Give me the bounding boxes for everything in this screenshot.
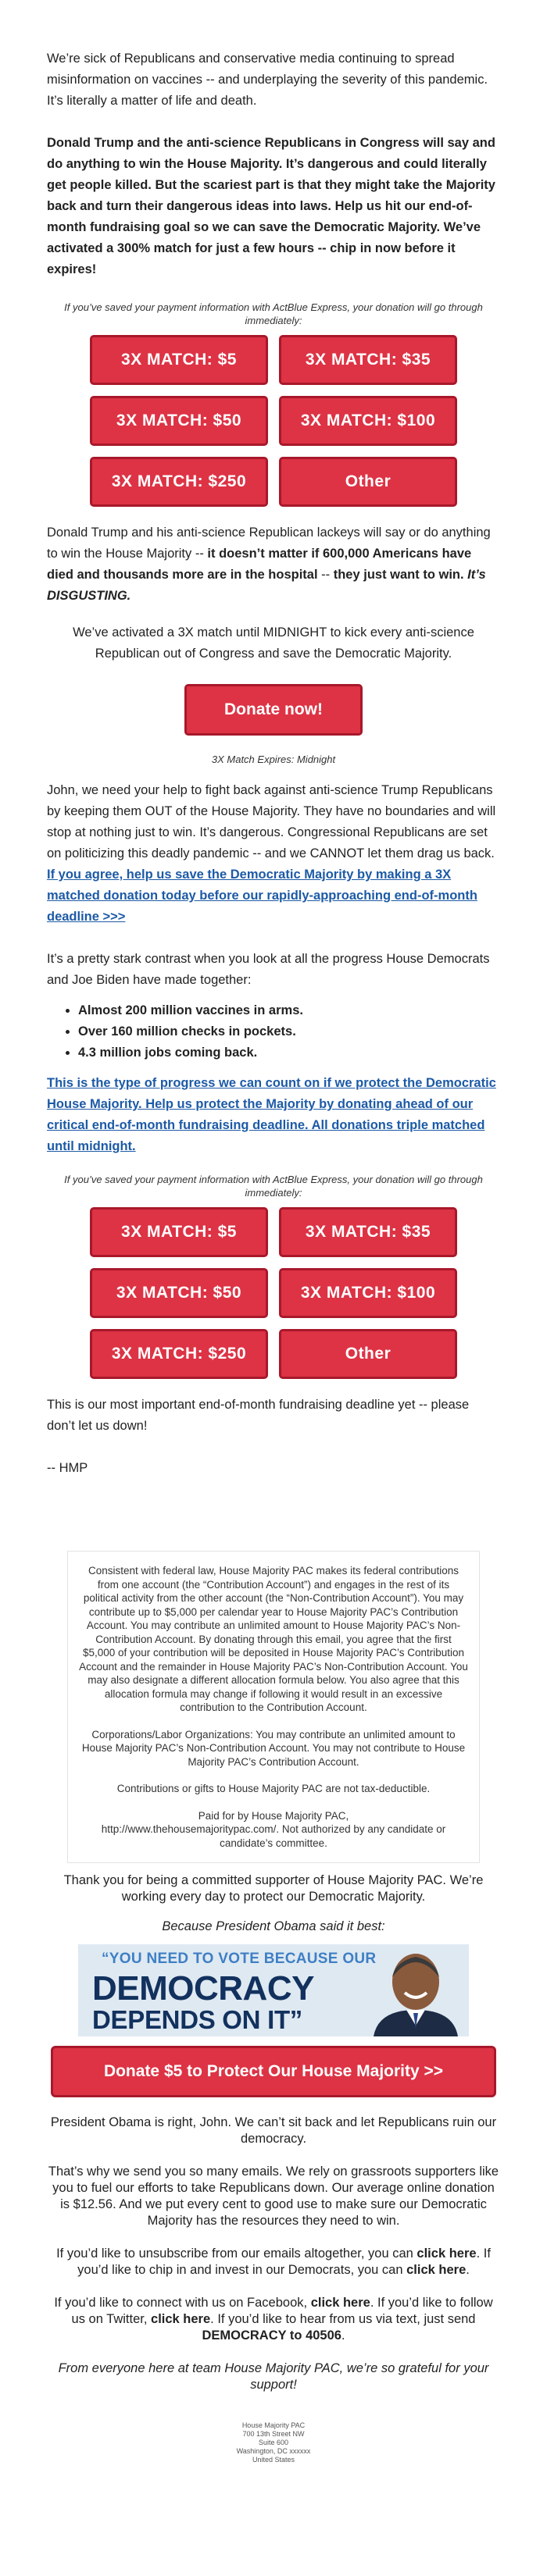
invest-link[interactable]: click here xyxy=(406,2263,467,2277)
footer-text xyxy=(47,2115,500,2393)
p3-bold-italic: It’s DISGUSTING. xyxy=(47,568,486,603)
progress-list xyxy=(47,1000,500,1064)
body-paragraph-8: This is our most important end-of-month fundraising deadline yet -- please don’t let us down! xyxy=(47,1398,470,1433)
banner-quote-line-1: “YOU NEED TO VOTE BECAUSE OUR xyxy=(102,1951,377,1967)
donate-other-button[interactable]: Other xyxy=(279,457,457,507)
p5-text: John, we need your help to fight back against anti-science Trump Republicans by keeping them OUT of the House Majority. They have no boundaries and will stop at nothing just to win. It’s dangerous. Congressional Republicans are set on politicizing this deadly pandemic -- and we CANNOT let them drag us back. xyxy=(47,783,496,860)
p3-dash: -- xyxy=(317,568,334,582)
footer-paragraph-1: President Obama is right, John. We can’t sit back and let Republicans ruin our democracy. xyxy=(50,2115,497,2146)
donation-button-grid xyxy=(47,335,500,507)
period: . xyxy=(341,2328,345,2343)
legal-paragraph-2: Corporations/Labor Organizations: You may contribute an unlimited amount to House Majority PAC’s Non-Contribution Account. You may not contribute to House Majority PAC’s Contribution Account. xyxy=(81,1728,466,1768)
donate-now-button[interactable]: Donate now! xyxy=(184,684,363,736)
donate-5-protect-majority-button[interactable]: Donate $5 to Protect Our House Majority >> xyxy=(51,2046,496,2097)
donate-50-button[interactable]: 3X MATCH: $50 xyxy=(90,396,268,446)
address-line: United States xyxy=(252,2456,295,2464)
donate-other-button[interactable]: Other xyxy=(279,1329,457,1379)
address-line: Suite 600 xyxy=(258,2439,289,2446)
donate-35-button[interactable]: 3X MATCH: $35 xyxy=(279,1207,457,1257)
body-paragraph-5 xyxy=(47,780,500,928)
thanks-text: Thank you for being a committed supporter of House Majority PAC. We’re working every day to protect our Democratic Majority. xyxy=(63,1873,484,1904)
footer-paragraph-2: That’s why we send you so many emails. We rely on grassroots supporters like you to fuel our efforts to take Republicans down. Our average online donation is $12.56. And we put every cent to good use to make sure our Democratic Majority has the resources they need to win. xyxy=(48,2164,499,2228)
match-expires-note: 3X Match Expires: Midnight xyxy=(211,754,336,765)
actblue-express-note-2: If you’ve saved your payment information with ActBlue Express, your donation will go through immediately: xyxy=(64,1174,483,1199)
big-donate-wrap xyxy=(0,2046,547,2097)
donate-5-button[interactable]: 3X MATCH: $5 xyxy=(90,1207,268,1257)
facebook-link[interactable]: click here xyxy=(310,2296,370,2310)
facebook-text: If you’d like to connect with us on Facebook, xyxy=(54,2296,311,2310)
footer-paragraph-4 xyxy=(47,2295,500,2344)
unsubscribe-text: If you’d like to unsubscribe from our emails altogether, you can xyxy=(56,2246,417,2261)
footer xyxy=(47,1872,500,1935)
donate-35-button[interactable]: 3X MATCH: $35 xyxy=(279,335,457,385)
address-line: 700 13th Street NW xyxy=(242,2430,305,2438)
obama-portrait-icon xyxy=(367,1947,461,2036)
match-notice: We’ve activated a 3X match until MIDNIGHT to kick every anti-science Republican out of Congress and save the Democratic Majority. xyxy=(73,625,474,661)
banner-quote-line-2: DEMOCRACY xyxy=(92,1969,314,2008)
text-keyword: DEMOCRACY to 40506 xyxy=(202,2328,341,2343)
list-item: • Over 160 million checks in pockets. xyxy=(78,1021,500,1042)
obama-quote-banner xyxy=(78,1944,469,2036)
paid-for-url: http://www.thehousemajoritypac.com/. Not authorized by any candidate or candidate’s committee. xyxy=(101,1823,446,1849)
period: . xyxy=(466,2263,470,2277)
body-paragraph-7 xyxy=(47,1073,500,1157)
donate-50-button[interactable]: 3X MATCH: $50 xyxy=(90,1268,268,1318)
save-majority-link[interactable]: If you agree, help us save the Democratic Majority by making a 3X matched donation today before our rapidly-approaching end-of-month deadline >>> xyxy=(47,868,477,924)
donate-250-button[interactable]: 3X MATCH: $250 xyxy=(90,1329,268,1379)
obama-intro: Because President Obama said it best: xyxy=(162,1919,385,1933)
email-body xyxy=(47,0,500,1479)
text-signup-text: . If you’d like to hear from us via text, just send xyxy=(210,2312,476,2326)
donation-button-grid-2 xyxy=(47,1207,500,1379)
twitter-link[interactable]: click here xyxy=(151,2312,211,2326)
p3-bold: it doesn’t matter if 600,000 Americans have died and thousands more are in the hospital xyxy=(47,547,472,582)
invest-text: . If you’d like to chip in and invest in our Democrats, you can xyxy=(77,2246,491,2277)
donate-100-button[interactable]: 3X MATCH: $100 xyxy=(279,1268,457,1318)
legal-section xyxy=(0,1551,547,1863)
signature: -- HMP xyxy=(47,1461,88,1475)
body-paragraph-3 xyxy=(47,522,500,607)
footer-paragraph-3 xyxy=(47,2246,500,2278)
body-paragraph-6: It’s a pretty stark contrast when you look at all the progress House Democrats and Joe Biden have made together: xyxy=(47,952,490,987)
protect-majority-link[interactable]: This is the type of progress we can count on if we protect the Democratic House Majority. Help us protect the Majority by donating ahead of our critical end-of-month fundraising deadline. All donations triple matched until midnight. xyxy=(47,1076,496,1153)
obama-banner-wrap xyxy=(0,1944,547,2036)
donate-100-button[interactable]: 3X MATCH: $100 xyxy=(279,396,457,446)
legal-disclaimer-box xyxy=(67,1551,480,1863)
footer-paragraph-5: From everyone here at team House Majority PAC, we’re so grateful for your support! xyxy=(58,2361,489,2392)
unsubscribe-link[interactable]: click here xyxy=(417,2246,477,2261)
banner-quote-line-3: DEPENDS ON IT” xyxy=(92,2005,303,2034)
twitter-text: . If you’d like to follow us on Twitter, xyxy=(71,2296,493,2326)
paid-for-line: Paid for by House Majority PAC, xyxy=(198,1809,349,1822)
address-line: House Majority PAC xyxy=(241,2421,306,2429)
intro-paragraph-1: We’re sick of Republicans and conservative media continuing to spread misinformation on vaccines -- and underplaying the severity of this pandemic. It’s literally a matter of life and death. xyxy=(47,52,488,108)
list-item: • Almost 200 million vaccines in arms. xyxy=(78,1000,500,1021)
donate-250-button[interactable]: 3X MATCH: $250 xyxy=(90,457,268,507)
donate-5-button[interactable]: 3X MATCH: $5 xyxy=(90,335,268,385)
p3-text: Donald Trump and his anti-science Republican lackeys will say or do anything to win the House Majority -- xyxy=(47,526,491,561)
actblue-express-note: If you’ve saved your payment information with ActBlue Express, your donation will go through immediately: xyxy=(64,301,483,326)
list-item: • 4.3 million jobs coming back. xyxy=(78,1042,500,1064)
mailing-address xyxy=(0,2421,547,2464)
legal-paragraph-3: Contributions or gifts to House Majority PAC are not tax-deductible. xyxy=(116,1783,431,1794)
legal-paragraph-1: Consistent with federal law, House Majority PAC makes its federal contributions from one account (the “Contribution Account”) and engages in the rest of its political activity from the other account (the “Non-Contribution Account”). You may contribute up to $5,000 per calendar year to House Majority PAC’s Contribution Account. You may contribute an unlimited amount to House Majority PAC’s Non-Contribution Account. By donating through this email, you agree that the first $5,000 of your contribution will be deposited in House Majority PAC’s Contribution Account and the remainder in House Majority PAC’s Non-Contribution Account. You may also designate a different allocation formula below. You also agree that this allocation formula may change if following it would result in an excessive contribution to the Contribution Account. xyxy=(79,1565,468,1713)
intro-paragraph-2: Donald Trump and the anti-science Republicans in Congress will say and do anything to win the House Majority. It’s dangerous and could literally get people killed. But the scariest part is that they might take the Majority back and turn their dangerous ideas into laws. Help us hit our end-of-month fundraising goal so we can save the Democratic Majority. We’ve activated a 300% match for just a few hours -- chip in now before it expires! xyxy=(47,136,495,276)
p3-bold-2: they just want to win. xyxy=(333,568,464,582)
address-line: Washington, DC xxxxxx xyxy=(236,2447,311,2455)
